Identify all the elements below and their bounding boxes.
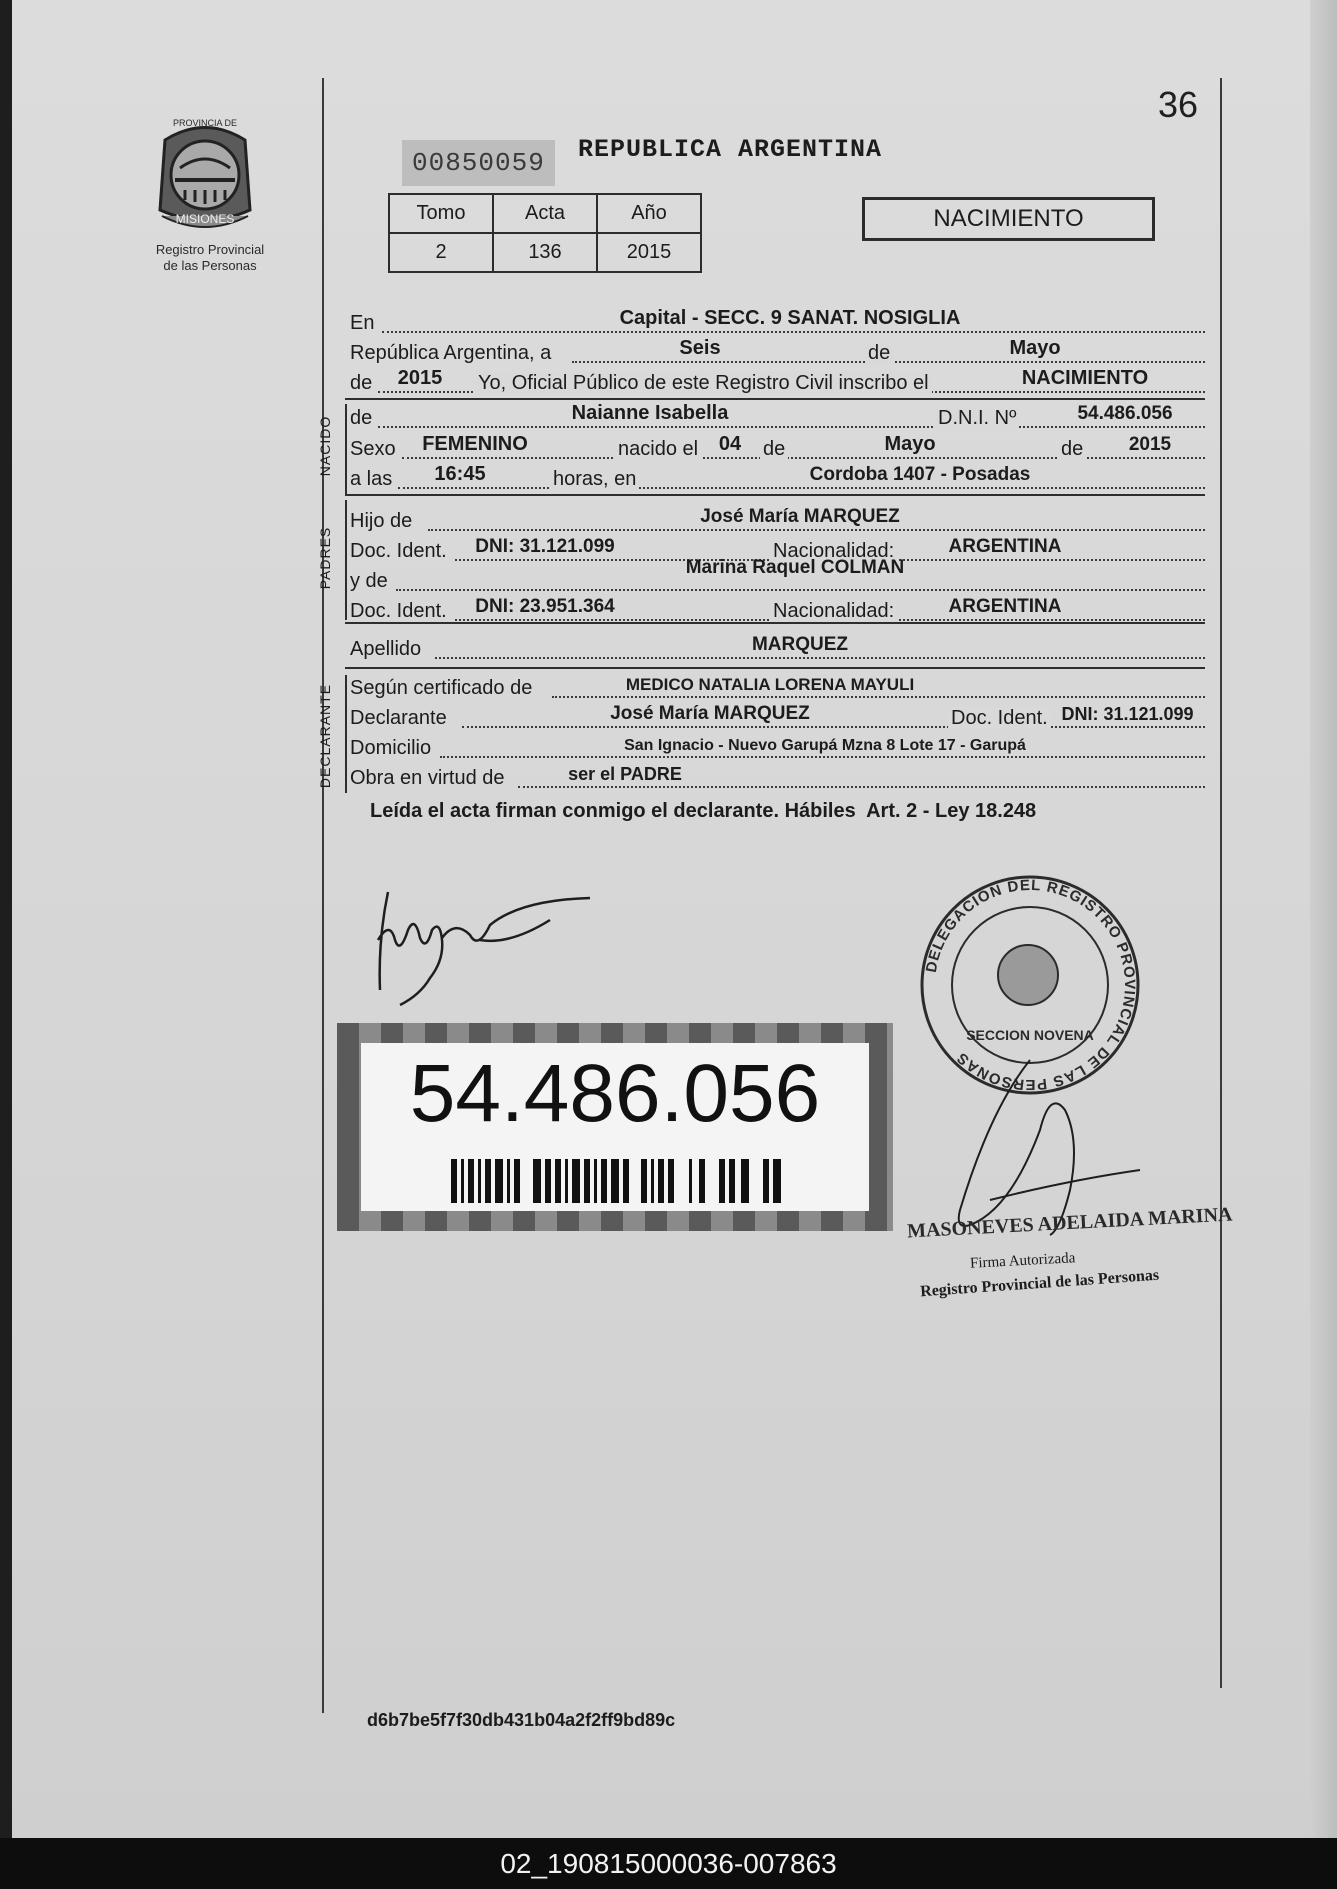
anio-value: 2015 — [1128, 434, 1172, 455]
obra-label: Obra en virtud de — [350, 767, 505, 789]
separator — [345, 494, 1205, 496]
nacionalidad-label: Nacionalidad: — [770, 600, 897, 623]
seal-ring-bottom: MISIONES — [175, 212, 235, 226]
row-padre — [350, 505, 1205, 535]
madre-value: Marina Raquel COLMAN — [685, 557, 905, 578]
de-label: de — [1058, 438, 1086, 461]
de2-label: de — [350, 372, 373, 394]
dotted-line — [435, 657, 1205, 659]
stamp-center-text: SECCION NOVENA — [966, 1027, 1094, 1043]
document-hash: d6b7be5f7f30db431b04a2f2ff9bd89c — [367, 1710, 676, 1730]
row-declarante — [350, 702, 1205, 732]
signer-org: Registro Provincial de las Personas — [919, 1266, 1160, 1301]
separator — [345, 398, 1205, 400]
de-label: de — [350, 407, 373, 429]
doc-label: Doc. Ident. — [350, 540, 447, 562]
left-margin-rule — [322, 78, 324, 1713]
row-acto — [350, 367, 1205, 397]
oficial-label: Yo, Oficial Público de este Registro Civil inscribo el — [475, 372, 932, 395]
row-madre-doc — [350, 595, 1205, 625]
section-label-declarante: DECLARANTE — [317, 683, 333, 789]
doc-label: Doc. Ident. — [948, 707, 1051, 730]
row-nacido-nombre — [350, 402, 1205, 432]
republica-label: República Argentina, a — [350, 342, 552, 364]
seal-caption-2: de las Personas — [163, 258, 257, 273]
declarante-label: Declarante — [350, 707, 447, 729]
footer-id: 02_190815000036-007863 — [0, 1838, 1337, 1889]
obra-value: ser el PADRE — [568, 764, 682, 784]
dni-label: D.N.I. Nº — [935, 407, 1019, 430]
de-label: de — [865, 342, 893, 365]
dotted-line — [382, 331, 1205, 333]
seal-caption-1: Registro Provincial — [155, 242, 265, 257]
acto-value: NACIMIENTO — [1021, 367, 1149, 389]
nacionalidad-label: Nacionalidad: — [770, 540, 897, 563]
separator — [345, 622, 1205, 624]
hijo-de-label: Hijo de — [350, 510, 413, 532]
dotted-line — [440, 756, 1205, 758]
madre-nac-value: ARGENTINA — [948, 596, 1062, 617]
hora-value: 16:45 — [434, 463, 486, 485]
declarante-value: José María MARQUEZ — [610, 703, 810, 724]
legal-statement: Leída el acta firman conmigo el declarante. Hábiles Art. 2 - Ley 18.248 — [370, 800, 1037, 822]
header-anio: Año — [597, 194, 701, 233]
row-certificado — [350, 672, 1205, 702]
barcode-number: 54.486.056 — [409, 1048, 821, 1139]
row-apellido — [350, 633, 1205, 663]
value-tomo: 2 — [389, 233, 493, 272]
separator — [345, 667, 1205, 669]
dia-value: 04 — [718, 433, 742, 455]
dotted-line — [396, 589, 1205, 591]
sexo-label: Sexo — [350, 438, 396, 460]
row-fecha — [350, 337, 1205, 367]
seal-ring-top: PROVINCIA DE — [172, 118, 237, 128]
a-las-label: a las — [350, 468, 393, 490]
mes-value: Mayo — [884, 433, 936, 455]
lugar-value: Capital - SECC. 9 SANAT. NOSIGLIA — [619, 307, 961, 329]
row-obra — [350, 762, 1205, 792]
value-anio: 2015 — [597, 233, 701, 272]
dia-value: Seis — [679, 337, 721, 359]
apellido-label: Apellido — [350, 638, 422, 660]
dotted-line — [552, 696, 1205, 698]
declarant-signature — [360, 880, 600, 1010]
barcode-face — [361, 1043, 869, 1211]
declarante-doc-value: DNI: 31.121.099 — [1061, 704, 1194, 724]
dotted-line — [462, 726, 1205, 728]
barcode-sticker — [337, 1023, 893, 1231]
domicilio-value: San Ignacio - Nuevo Garupá Mzna 8 Lote 17 - Garupá — [624, 737, 1026, 754]
dotted-line — [378, 426, 1205, 428]
madre-doc-value: DNI: 23.951.364 — [475, 596, 615, 617]
nombre-value: Naianne Isabella — [571, 402, 729, 424]
record-type-box: NACIMIENTO — [862, 197, 1155, 241]
signer-name: MASONEVES ADELAIDA MARINA — [906, 1203, 1233, 1243]
serial-number: 00850059 — [402, 140, 555, 186]
page-edge — [1310, 0, 1337, 1838]
nacido-el-label: nacido el — [615, 438, 701, 461]
header-tomo: Tomo — [389, 194, 493, 233]
header-acta: Acta — [493, 194, 597, 233]
mes-value: Mayo — [1009, 337, 1061, 359]
row-madre — [350, 557, 1205, 595]
apellido-value: MARQUEZ — [751, 634, 849, 655]
padre-doc-value: DNI: 31.121.099 — [475, 536, 615, 557]
section-label-nacido: NACIDO — [317, 415, 333, 477]
en-label: En — [350, 312, 375, 334]
dotted-line — [428, 529, 1205, 531]
padre-value: José María MARQUEZ — [700, 506, 900, 527]
stamp-ring-text: DELEGACION DEL REGISTRO PROVINCIAL DE LAS PERSONAS — [922, 876, 1139, 1094]
section-rule-padres — [345, 500, 347, 620]
anio-value: 2015 — [397, 367, 443, 389]
value-acta: 136 — [493, 233, 597, 272]
horas-en-label: horas, en — [550, 468, 639, 491]
certificado-label: Según certificado de — [350, 677, 533, 699]
section-label-padres: PADRES — [317, 526, 333, 590]
y-de-label: y de — [350, 570, 388, 592]
dotted-line — [518, 786, 1205, 788]
page-number: 36 — [1158, 84, 1199, 125]
reference-table — [388, 193, 702, 273]
dotted-line — [398, 487, 1205, 489]
certificado-value: MEDICO NATALIA LORENA MAYULI — [625, 675, 915, 694]
section-rule-nacido — [345, 404, 347, 494]
barcode-bars — [451, 1159, 781, 1203]
dni-value: 54.486.056 — [1077, 403, 1173, 424]
row-lugar — [350, 307, 1205, 337]
lugar-value: Cordoba 1407 - Posadas — [809, 464, 1031, 485]
padre-nac-value: ARGENTINA — [948, 536, 1062, 557]
right-margin-rule — [1220, 78, 1222, 1688]
row-nacido-hora — [350, 463, 1205, 493]
doc-label: Doc. Ident. — [350, 600, 447, 622]
section-rule-declarante — [345, 675, 347, 793]
sexo-value: FEMENINO — [422, 433, 528, 455]
row-domicilio — [350, 732, 1205, 762]
signer-role: Firma Autorizada — [969, 1250, 1076, 1272]
document-title: REPUBLICA ARGENTINA — [578, 135, 883, 164]
row-nacido-sexo — [350, 433, 1205, 463]
de-label: de — [760, 438, 788, 461]
domicilio-label: Domicilio — [350, 737, 432, 759]
